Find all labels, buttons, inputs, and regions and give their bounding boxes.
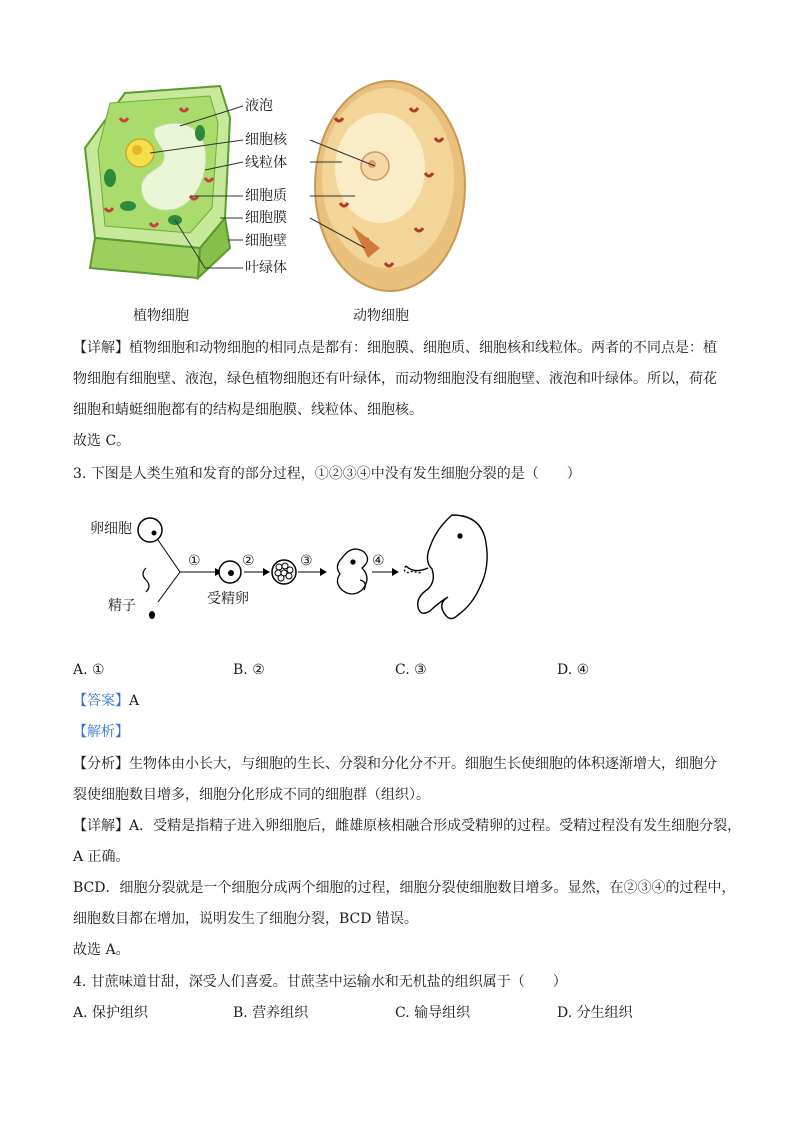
detail1-text-2: 物细胞有细胞壁、液泡，绿色植物细胞还有叶绿体，而动物细胞没有细胞壁、液泡和叶绿体。所以，荷花 <box>73 371 717 387</box>
answer-value: A <box>129 693 140 709</box>
detail1-choice: 故选 C。 <box>73 433 131 449</box>
q3-option-a: A. ① <box>73 662 105 678</box>
q4-option-d: D. 分生组织 <box>557 1005 633 1021</box>
q3-analysis-line-2 <box>73 785 430 805</box>
detail-text-2: A 正确。 <box>73 849 130 865</box>
step-2-label: ② <box>242 553 255 569</box>
step-1-label: ① <box>188 553 201 569</box>
detail1-line-2 <box>73 369 717 389</box>
q3-option-d: D. ④ <box>557 662 590 678</box>
q3-option-b: B. ② <box>233 662 265 678</box>
q3-detail-line-3 <box>73 878 735 898</box>
morula-shape <box>272 560 296 584</box>
q4-option-c: C. 输导组织 <box>395 1005 471 1021</box>
egg-cell-shape <box>138 518 162 542</box>
sperm-shape <box>143 568 155 619</box>
plant-cell-illustration <box>85 86 230 278</box>
label-mitochondria: 线粒体 <box>245 155 287 171</box>
label-cytoplasm: 细胞质 <box>245 188 287 204</box>
analysis-label: 【分析】 <box>73 756 129 772</box>
detail-text-3: BCD．细胞分裂就是一个细胞分成两个细胞的过程，细胞分裂使细胞数目增多。显然，在②③④的过程中， <box>73 880 736 896</box>
q3-choice: 故选 A。 <box>73 942 130 958</box>
analysis-text-2: 裂使细胞数目增多，细胞分化形成不同的细胞群（组织）。 <box>73 787 430 803</box>
q3-analysis-line-1 <box>73 754 717 774</box>
label-vacuole: 液泡 <box>245 98 273 114</box>
animal-cell-caption: 动物细胞 <box>353 308 409 324</box>
q3-detail-line-4 <box>73 909 418 929</box>
detail1-line-1 <box>73 338 717 358</box>
q3-answer <box>73 691 139 711</box>
detail1-tag: 【详解】 <box>73 340 129 356</box>
fetus-shape <box>404 515 487 619</box>
label-cell-membrane: 细胞膜 <box>245 210 287 226</box>
answer-tag: 【答案】 <box>73 693 129 709</box>
animal-cell-illustration <box>315 81 465 291</box>
q3-stem: 3. 下图是人类生殖和发育的部分过程，①②③④中没有发生细胞分裂的是（ ） <box>73 466 581 482</box>
label-zygote: 受精卵 <box>207 591 249 607</box>
label-cell-wall: 细胞壁 <box>245 233 287 249</box>
label-sperm: 精子 <box>108 598 136 614</box>
label-egg-cell: 卵细胞 <box>90 521 132 537</box>
reproduction-process-figure <box>80 510 510 635</box>
analysis-text-1: 生物体由小长大，与细胞的生长、分裂和分化分不开。细胞生长使细胞的体积逐渐增大，细胞分 <box>129 756 717 772</box>
detail-text-4: 细胞数目都在增加，说明发生了细胞分裂，BCD 错误。 <box>73 911 418 927</box>
label-chloroplast: 叶绿体 <box>245 260 287 276</box>
step-3-label: ③ <box>300 553 313 569</box>
q3-detail-line-1 <box>73 816 741 836</box>
detail1-line-3 <box>73 400 423 420</box>
plant-cell-caption: 植物细胞 <box>133 308 189 324</box>
detail-label: 【详解】 <box>73 818 129 834</box>
detail-text-1: A．受精是指精子进入卵细胞后，雌雄原核相融合形成受精卵的过程。受精过程没有发生细胞分裂， <box>129 818 742 834</box>
detail1-text-3: 细胞和蜻蜓细胞都有的结构是细胞膜、线粒体、细胞核。 <box>73 402 423 418</box>
q4-option-a: A. 保护组织 <box>73 1005 149 1021</box>
embryo-shape <box>337 549 367 594</box>
q3-detail-line-2 <box>73 847 130 867</box>
q4-stem: 4. 甘蔗味道甘甜，深受人们喜爱。甘蔗茎中运输水和无机盐的组织属于（ ） <box>73 974 567 990</box>
q3-analysis-tag: 【解析】 <box>73 724 129 740</box>
q3-option-c: C. ③ <box>395 662 427 678</box>
label-nucleus: 细胞核 <box>245 132 287 148</box>
detail1-text-1: 植物细胞和动物细胞的相同点是都有：细胞膜、细胞质、细胞核和线粒体。两者的不同点是：植 <box>129 340 717 356</box>
step-4-label: ④ <box>372 553 385 569</box>
q4-option-b: B. 营养组织 <box>233 1005 309 1021</box>
